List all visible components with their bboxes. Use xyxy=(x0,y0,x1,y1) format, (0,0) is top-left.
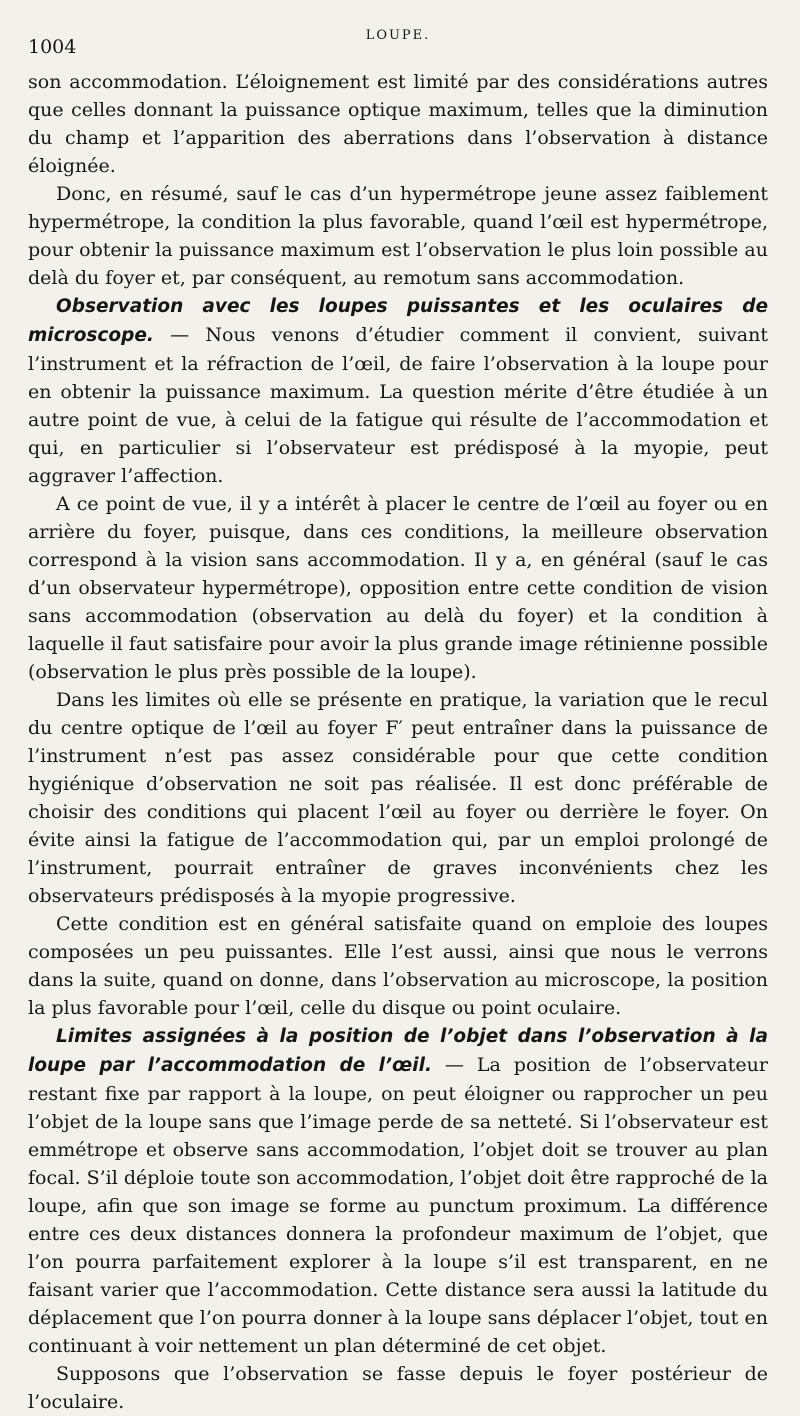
paragraph-limites-pratique: Dans les limites où elle se présente en pratique, la variation que le recul du centre optique de l’œil au foyer F′ peut entraîner dans la puissance de l’instrument n’est pas assez considérable pour que cette condition hygiénique d’observation ne soit pas réalisée. Il est donc préférable de choisir des conditions qui placent l’œil au foyer ou derrière le foyer. On évite ainsi la fatigue de l’accommodation qui, par un emploi prolongé de l’instrument, pourrait entraîner de graves inconvénients chez les observateurs prédisposés à la myopie progressive. xyxy=(28,689,768,907)
running-header xyxy=(28,28,768,68)
running-title: LOUPE. xyxy=(365,28,431,43)
body-text xyxy=(28,68,768,1416)
page-number: 1004 xyxy=(28,36,77,58)
paragraph-point-de-vue: A ce point de vue, il y a intérêt à placer le centre de l’œil au foyer ou en arrière du foyer, puisque, dans ces conditions, la meilleure observation correspond à la vision sans accommodation. Il y a, en général (sauf le cas d’un observateur hypermétrope), opposition entre cette condition de vision sans accommodation (observation au delà du foyer) et la condition à laquelle il faut satisfaire pour avoir la plus grande image rétinienne possible (observation le plus près possible de la loupe). xyxy=(28,493,768,683)
paragraph-condition-satisfaite: Cette condition est en général satisfaite quand on emploie des loupes composées un peu puissantes. Elle l’est aussi, ainsi que nous le verrons dans la suite, quand on donne, dans l’observation au microscope, la position la plus favorable pour l’œil, celle du disque ou point oculaire. xyxy=(28,913,768,1019)
section-text-limites: — La position de l’observateur restant fixe par rapport à la loupe, on peut éloigner ou rapprocher un peu l’objet de la loupe sans que l’image perde de sa netteté. Si l’observateur est emmétrope et observe sans accommodation, l’objet doit se trouver au plan focal. S’il déploie toute son accommodation, l’objet doit être rapproché de la loupe, afin que son image se forme au punctum proximum. La différence entre ces deux distances donnera la profondeur maximum de l’objet, que l’on pourra parfaitement explorer à la loupe s’il est transparent, en ne faisant varier que l’accommodation. Cette distance sera aussi la latitude du déplacement que l’on pourra donner à la loupe sans déplacer l’objet, tout en continuant à voir nettement un plan déterminé de cet objet. xyxy=(28,1054,768,1357)
section-heading-limites: Limites assignées à la position de l’objet dans l’observation à la loupe par l’accommodation de l’œil. xyxy=(28,1026,768,1076)
paragraph-summary: Donc, en résumé, sauf le cas d’un hypermétrope jeune assez faiblement hypermétrope, la condition la plus favorable, quand l’œil est hypermétrope, pour obtenir la puissance maximum est l’observation le plus loin possible au delà du foyer et, par conséquent, au remotum sans accommodation. xyxy=(28,183,768,289)
section-observation xyxy=(28,292,768,490)
paragraph-supposons: Supposons que l’observation se fasse depuis le foyer postérieur de l’oculaire. xyxy=(28,1363,768,1413)
section-heading-observation: Observation avec les loupes puissantes et les oculaires de microscope. xyxy=(28,296,768,346)
section-text-observation: — Nous venons d’étudier comment il convient, suivant l’instrument et la réfraction de l’œil, de faire l’observation à la loupe pour en obtenir la puissance maximum. La question mérite d’être étudiée à un autre point de vue, à celui de la fatigue qui résulte de l’accommodation et qui, en particulier si l’observateur est prédisposé à la myopie, peut aggraver l’affection. xyxy=(28,324,768,487)
book-page xyxy=(28,28,768,1416)
section-limites xyxy=(28,1022,768,1360)
paragraph-continued: son accommodation. L’éloignement est limité par des considérations autres que celles donnant la puissance optique maximum, telles que la diminution du champ et l’apparition des aberrations dans l’observation à distance éloignée. xyxy=(28,71,768,177)
